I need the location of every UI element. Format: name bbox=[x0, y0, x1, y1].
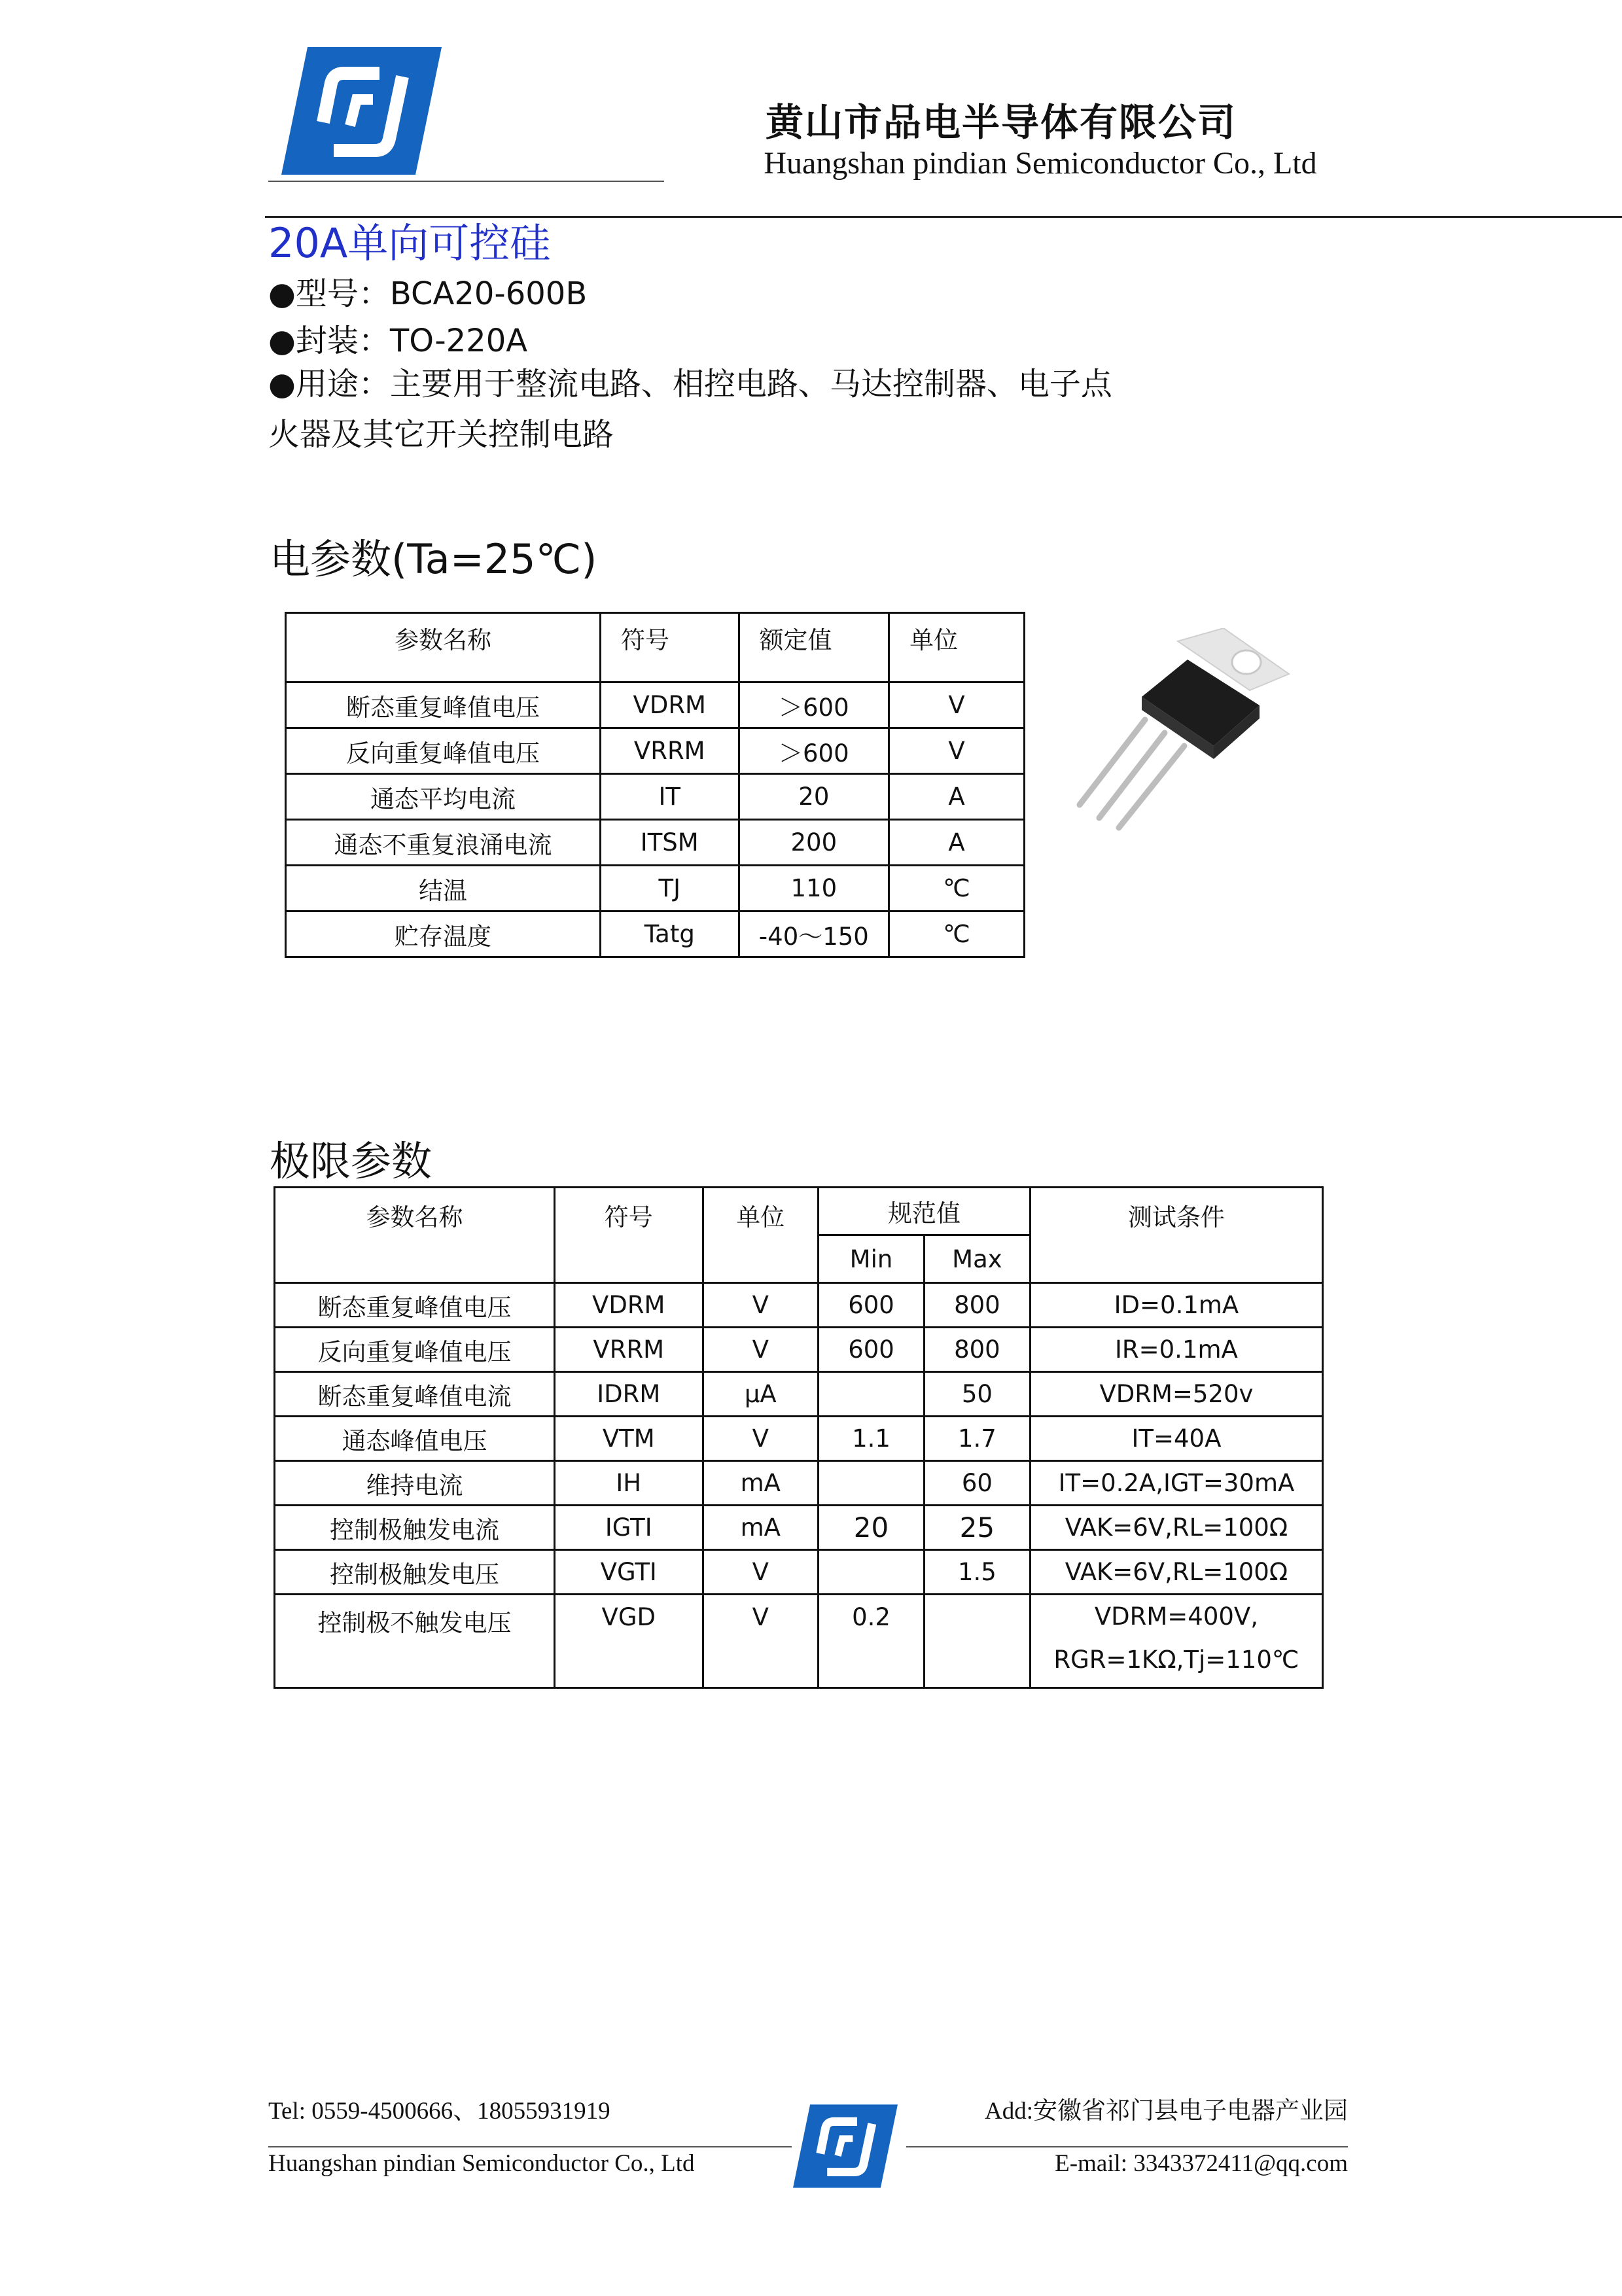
param-min: 20 bbox=[819, 1506, 925, 1550]
param-name: 断态重复峰值电压 bbox=[275, 1283, 555, 1328]
param-symbol: VRRM bbox=[554, 1328, 703, 1372]
spec-package: ●封装：TO-220A bbox=[268, 323, 528, 359]
param-rating: ＞600 bbox=[739, 728, 889, 774]
param-min: 600 bbox=[819, 1328, 925, 1372]
company-name-en: Huangshan pindian Semiconductor Co., Ltd bbox=[764, 146, 1317, 181]
param-rating: ＞600 bbox=[739, 682, 889, 728]
spec-usage: ●用途：主要用于整流电路、相控电路、马达控制器、电子点 bbox=[268, 366, 1112, 402]
table-row bbox=[275, 1283, 1323, 1328]
param-unit: V bbox=[703, 1328, 819, 1372]
param-unit: A bbox=[889, 774, 1025, 820]
param-condition: IR=0.1mA bbox=[1030, 1328, 1322, 1372]
param-unit: μA bbox=[703, 1372, 819, 1417]
param-name: 断态重复峰值电流 bbox=[275, 1372, 555, 1417]
company-logo bbox=[281, 47, 442, 175]
param-name: 控制极不触发电压 bbox=[275, 1595, 555, 1688]
param-condition: VDRM=520v bbox=[1030, 1372, 1322, 1417]
spec-usage-continued: 火器及其它开关控制电路 bbox=[268, 416, 614, 453]
param-symbol: ITSM bbox=[600, 820, 739, 866]
param-max: 1.7 bbox=[924, 1417, 1030, 1461]
param-rating: -40～150 bbox=[739, 911, 889, 957]
param-name: 通态峰值电压 bbox=[275, 1417, 555, 1461]
to220-package-image bbox=[1073, 628, 1296, 831]
table-row bbox=[275, 1372, 1323, 1417]
param-unit: V bbox=[889, 728, 1025, 774]
param-symbol: IGTI bbox=[554, 1506, 703, 1550]
header-cell-min: Min bbox=[819, 1235, 925, 1283]
param-min bbox=[819, 1461, 925, 1506]
param-condition: VAK=6V,RL=100Ω bbox=[1030, 1506, 1322, 1550]
param-condition bbox=[1030, 1595, 1322, 1688]
param-min bbox=[819, 1372, 925, 1417]
table-row bbox=[275, 1506, 1323, 1550]
param-max: 800 bbox=[924, 1283, 1030, 1328]
table-row bbox=[275, 1550, 1323, 1595]
param-name: 断态重复峰值电压 bbox=[286, 682, 601, 728]
condition-line-1: VDRM=400V, bbox=[1094, 1602, 1258, 1631]
param-symbol: VRRM bbox=[600, 728, 739, 774]
table-row bbox=[275, 1595, 1323, 1688]
param-rating: 200 bbox=[739, 820, 889, 866]
param-max: 800 bbox=[924, 1328, 1030, 1372]
header-cell-max: Max bbox=[924, 1235, 1030, 1283]
param-name: 反向重复峰值电压 bbox=[275, 1328, 555, 1372]
footer-divider-right bbox=[906, 2146, 1348, 2147]
param-min: 0.2 bbox=[819, 1595, 925, 1688]
param-symbol: VDRM bbox=[600, 682, 739, 728]
param-condition: IT=40A bbox=[1030, 1417, 1322, 1461]
company-name-cn: 黄山市品电半导体有限公司 bbox=[765, 100, 1237, 145]
table-row bbox=[286, 866, 1025, 911]
footer-company: Huangshan pindian Semiconductor Co., Ltd bbox=[268, 2150, 695, 2177]
table-row bbox=[286, 911, 1025, 957]
header-cell: 额定值 bbox=[739, 613, 889, 682]
table-row bbox=[275, 1461, 1323, 1506]
header-cell: 参数名称 bbox=[275, 1188, 555, 1283]
table-row bbox=[286, 774, 1025, 820]
param-name: 结温 bbox=[286, 866, 601, 911]
header-cell: 测试条件 bbox=[1030, 1188, 1322, 1283]
limit-params-title: 极限参数 bbox=[270, 1137, 432, 1185]
param-symbol: Tatg bbox=[600, 911, 739, 957]
param-min: 600 bbox=[819, 1283, 925, 1328]
header-divider-left bbox=[268, 181, 664, 182]
param-name: 反向重复峰值电压 bbox=[286, 728, 601, 774]
param-name: 贮存温度 bbox=[286, 911, 601, 957]
param-max: 60 bbox=[924, 1461, 1030, 1506]
limit-params-table bbox=[273, 1186, 1324, 1689]
param-max: 1.5 bbox=[924, 1550, 1030, 1595]
param-name: 控制极触发电流 bbox=[275, 1506, 555, 1550]
param-max: 25 bbox=[924, 1506, 1030, 1550]
param-unit: A bbox=[889, 820, 1025, 866]
param-symbol: VGD bbox=[554, 1595, 703, 1688]
param-symbol: VDRM bbox=[554, 1283, 703, 1328]
table-row bbox=[286, 682, 1025, 728]
param-symbol: VGTI bbox=[554, 1550, 703, 1595]
param-max bbox=[924, 1595, 1030, 1688]
param-name: 通态平均电流 bbox=[286, 774, 601, 820]
param-condition: IT=0.2A,IGT=30mA bbox=[1030, 1461, 1322, 1506]
footer-email: E-mail: 3343372411@qq.com bbox=[1055, 2150, 1348, 2177]
param-min bbox=[819, 1550, 925, 1595]
electrical-params-title: 电参数(Ta=25℃) bbox=[270, 535, 597, 583]
param-name: 维持电流 bbox=[275, 1461, 555, 1506]
footer-divider-left bbox=[268, 2146, 792, 2147]
header-cell: 参数名称 bbox=[286, 613, 601, 682]
param-symbol: IDRM bbox=[554, 1372, 703, 1417]
header-cell: 符号 bbox=[554, 1188, 703, 1283]
param-unit: mA bbox=[703, 1506, 819, 1550]
footer-address: Add:安徽省祁门县电子电器产业园 bbox=[985, 2098, 1348, 2125]
param-condition: ID=0.1mA bbox=[1030, 1283, 1322, 1328]
param-min: 1.1 bbox=[819, 1417, 925, 1461]
param-max: 50 bbox=[924, 1372, 1030, 1417]
table-header-row bbox=[286, 613, 1025, 682]
param-symbol: TJ bbox=[600, 866, 739, 911]
header-cell: 规范值 bbox=[819, 1188, 1031, 1235]
param-rating: 110 bbox=[739, 866, 889, 911]
param-unit: ℃ bbox=[889, 866, 1025, 911]
param-unit: V bbox=[703, 1283, 819, 1328]
param-unit: V bbox=[703, 1595, 819, 1688]
param-unit: V bbox=[703, 1550, 819, 1595]
table-row bbox=[275, 1328, 1323, 1372]
product-title: 20A单向可控硅 bbox=[268, 219, 551, 267]
param-condition: VAK=6V,RL=100Ω bbox=[1030, 1550, 1322, 1595]
footer-logo bbox=[793, 2104, 898, 2189]
footer-tel: Tel: 0559-4500666、18055931919 bbox=[268, 2098, 610, 2125]
param-name: 控制极触发电压 bbox=[275, 1550, 555, 1595]
param-rating: 20 bbox=[739, 774, 889, 820]
param-unit: ℃ bbox=[889, 911, 1025, 957]
table-header-row bbox=[275, 1188, 1323, 1235]
spec-model: ●型号：BCA20-600B bbox=[268, 275, 588, 312]
electrical-params-table bbox=[285, 612, 1025, 958]
param-symbol: IT bbox=[600, 774, 739, 820]
table-row bbox=[275, 1417, 1323, 1461]
param-unit: mA bbox=[703, 1461, 819, 1506]
param-symbol: VTM bbox=[554, 1417, 703, 1461]
param-name: 通态不重复浪涌电流 bbox=[286, 820, 601, 866]
param-unit: V bbox=[703, 1417, 819, 1461]
header-cell: 符号 bbox=[600, 613, 739, 682]
table-row bbox=[286, 820, 1025, 866]
table-row bbox=[286, 728, 1025, 774]
condition-line-2: RGR=1KΩ,Tj=110℃ bbox=[1053, 1646, 1299, 1674]
header-cell: 单位 bbox=[703, 1188, 819, 1283]
param-symbol: IH bbox=[554, 1461, 703, 1506]
param-unit: V bbox=[889, 682, 1025, 728]
header-cell: 单位 bbox=[889, 613, 1025, 682]
